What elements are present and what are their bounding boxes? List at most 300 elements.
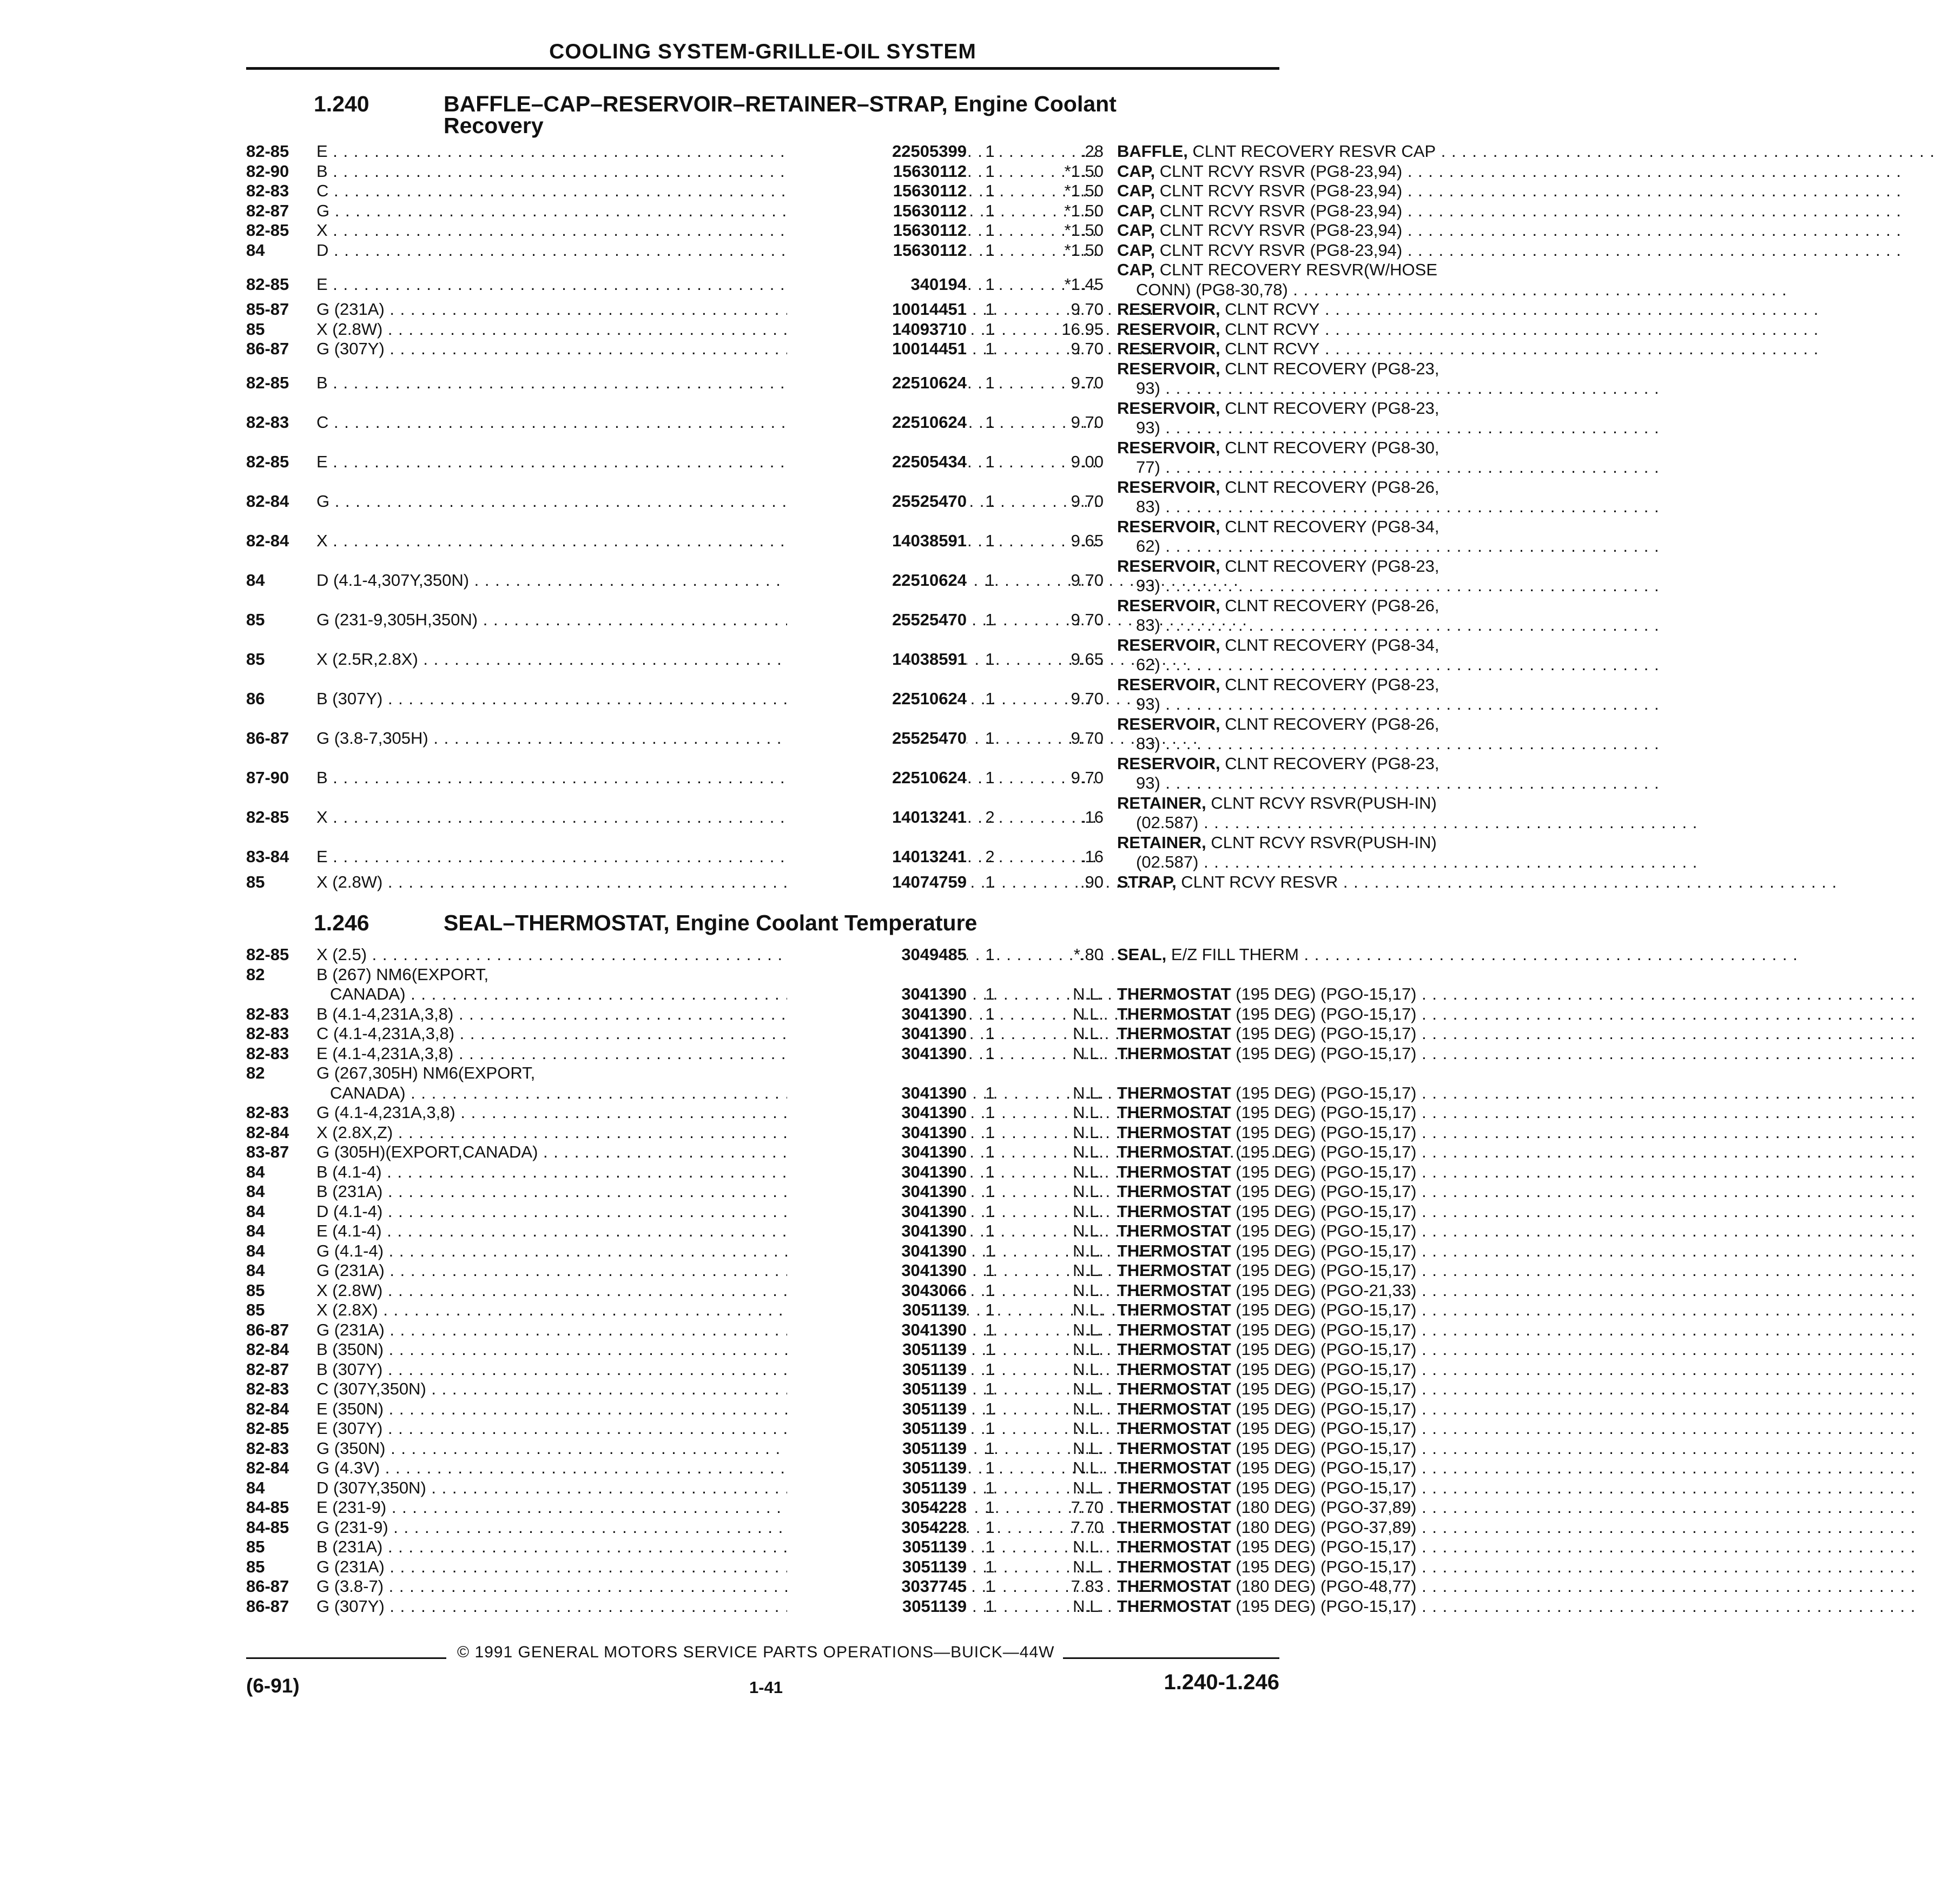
quantity: 2 [985,847,995,866]
model-years: 82-84 [246,1458,289,1477]
quantity: 1 [985,1320,995,1339]
description-text: CLNT RCVY RSVR (PG8-23,94) [1155,240,1403,260]
part-number: 3041390 [787,1261,967,1280]
price: *1.50 [1064,161,1104,181]
description-text: CLNT RCVY RSVR(PUSH-IN) [1206,832,1437,852]
quantity: 1 [985,1359,995,1379]
part-number: 10014451 [787,300,967,319]
quantity: 1 [985,1498,995,1517]
description-noun: RETAINER, [1117,793,1206,812]
description-text: CLNT RCVY RSVR(PUSH-IN) [1206,793,1437,812]
price: N.L. [1073,1103,1104,1122]
description-noun: THERMOSTAT [1117,1359,1231,1379]
description-noun: CAP, [1117,201,1155,220]
description-noun: RESERVOIR, [1117,398,1220,418]
price: 9.00 [1071,452,1104,471]
series-code: B (231A) . . . [316,1537,852,1557]
series-code: X (2.8W) . . . [316,1281,852,1300]
description [1117,339,1490,359]
price: 7.70 [1071,1498,1104,1517]
model-years: 82-90 [246,161,289,181]
part-number: 3041390 [787,1182,967,1201]
table-row [246,675,1439,715]
page-footer [246,1643,1279,1697]
description [1117,984,1490,1004]
price: 9.65 [1071,531,1104,550]
series-code: G (3.8-7) . . . [316,1577,852,1596]
part-number: 3051139 [787,1399,967,1419]
quantity: 1 [985,1142,995,1161]
description-noun: RESERVOIR, [1117,517,1220,536]
model-years: 82-85 [246,221,289,240]
description-noun: THERMOSTAT [1117,1596,1231,1616]
model-years: 82-84 [246,1122,289,1142]
description-text: (195 DEG) (PGO-15,17) [1231,1221,1417,1240]
description-continued: 93) . . . [1136,695,1490,714]
part-number: 3051139 [787,1300,967,1320]
model-years: 84 [246,1162,265,1181]
model-years: 85 [246,1280,265,1300]
series-code: G (231-9,305H,350N) . . . [316,610,852,630]
series-code: E (4.1-4,231A,3,8) . . . [316,1044,852,1063]
quantity: 1 [985,1537,995,1556]
model-years: 85 [246,650,265,669]
description [1117,1360,1490,1379]
description-noun: RESERVOIR, [1117,438,1220,457]
series-code: X (2.8W) . . . [316,320,852,339]
table-row [246,596,1439,636]
price: N.L. [1073,1300,1104,1319]
model-years: 82-83 [246,1379,289,1398]
description [1117,1221,1490,1241]
price: N.L. [1073,1201,1104,1221]
description-noun: RESERVOIR, [1117,359,1220,378]
description-continued: 93) . . . [1136,379,1490,398]
description [1117,1241,1490,1261]
description-text: (195 DEG) (PGO-15,17) [1231,1162,1417,1181]
series-code: G (305H)(EXPORT,CANADA) . . . [316,1142,852,1162]
series-code: X . . . [316,221,852,240]
price: N.L. [1073,1458,1104,1477]
series-code: B (267) NM6(EXPORT, [316,964,489,984]
description-text: (195 DEG) (PGO-15,17) [1231,1142,1417,1161]
table-row [246,1537,1417,1557]
section-name: SEAL–THERMOSTAT, Engine Coolant Temperature [444,910,978,935]
table-row [246,1221,1417,1241]
model-years: 84 [246,240,265,260]
description-noun: THERMOSTAT [1117,1379,1231,1398]
model-years: 82-87 [246,1359,289,1379]
description-continued: 83) . . . [1136,616,1490,635]
quantity: 1 [985,492,995,511]
model-years: 82-83 [246,1004,289,1023]
description-text: CLNT RCVY RSVR (PG8-23,94) [1155,201,1403,220]
model-years: 82-85 [246,274,289,294]
price: *.80 [1073,945,1104,964]
quantity: 1 [985,650,995,669]
series-code: G (231A) . . . [316,300,852,319]
description-noun: RESERVOIR, [1117,556,1220,576]
model-years: 82-83 [246,181,289,200]
series-code: E (4.1-4) . . . [316,1221,852,1241]
series-code: C (307Y,350N) . . . [316,1379,852,1399]
table-row [246,793,1437,833]
quantity: 1 [985,1182,995,1201]
description-text: (195 DEG) (PGO-15,17) [1231,1103,1417,1122]
description [1117,872,1490,892]
part-number: 3041390 [787,1320,967,1340]
price: .28 [1080,142,1104,161]
price: .90 [1080,872,1104,891]
series-code: B (307Y) . . . [316,689,852,709]
price: N.L. [1073,1557,1104,1576]
series-code: X (2.8X,Z) . . . [316,1123,852,1142]
description-noun: THERMOSTAT [1117,1399,1231,1418]
part-number: 3051139 [787,1379,967,1399]
part-number: 3041390 [787,1024,967,1043]
part-number: 14093710 [787,320,967,339]
price: N.L. [1073,1419,1104,1438]
price: 9.70 [1071,768,1104,787]
description-noun: RESERVOIR, [1117,714,1220,733]
series-code: X . . . [316,531,852,551]
series-code: X . . . [316,808,852,827]
part-number: 3041390 [787,1221,967,1241]
description-continued: 62) . . . [1136,537,1490,556]
price: .16 [1080,808,1104,827]
description-noun: CAP, [1117,260,1155,279]
price: N.L. [1073,1122,1104,1142]
description-noun: THERMOSTAT [1117,1280,1231,1300]
description-noun: RESERVOIR, [1117,675,1220,694]
part-number: 3041390 [787,1004,967,1024]
description [1117,1182,1490,1201]
description-noun: THERMOSTAT [1117,1162,1231,1181]
quantity: 1 [985,339,995,358]
quantity: 2 [985,808,995,827]
table-row [246,1399,1417,1419]
part-number: 3054228 [787,1518,967,1537]
description-text: (180 DEG) (PGO-37,89) [1231,1498,1417,1517]
quantity: 1 [985,984,995,1003]
description-continued: 83) . . . [1136,497,1490,517]
description-text: CLNT RECOVERY (PG8-23, [1220,398,1439,418]
description-noun: THERMOSTAT [1117,1182,1231,1201]
price: 9.70 [1071,413,1104,432]
series-code: E (231-9) . . . [316,1498,852,1517]
price: N.L. [1073,1004,1104,1023]
price: N.L. [1073,1537,1104,1556]
table-row [246,359,1439,399]
description-text: (195 DEG) (PGO-15,17) [1231,1458,1417,1477]
quantity: 1 [985,1024,995,1043]
part-number: 3041390 [787,1103,967,1122]
description [1117,359,1490,379]
description-text: CLNT RCVY [1220,300,1320,319]
model-years: 85-87 [246,300,289,319]
description-text: (195 DEG) (PGO-15,17) [1231,1300,1417,1319]
part-number: 3041390 [787,1202,967,1221]
part-number: 25525470 [787,492,967,511]
table-row [246,398,1439,438]
part-number: 14074759 [787,872,967,892]
description-noun: THERMOSTAT [1117,1557,1231,1576]
part-number: 3037745 [787,1577,967,1596]
part-number: 22510624 [787,413,967,432]
quantity: 1 [985,1122,995,1142]
description [1117,1557,1490,1577]
part-number: 22510624 [787,768,967,788]
quantity: 1 [985,240,995,260]
model-years: 86-87 [246,1320,289,1339]
price: N.L. [1073,1438,1104,1458]
description-text: CLNT RECOVERY (PG8-23, [1220,753,1439,773]
price: N.L. [1073,1162,1104,1181]
description-noun: RESERVOIR, [1117,477,1220,497]
description-noun: RESERVOIR, [1117,753,1220,773]
quantity: 1 [985,1557,995,1576]
quantity: 1 [985,1419,995,1438]
series-code: G (4.1-4) . . . [316,1241,852,1261]
model-years: 86-87 [246,729,289,748]
price: 9.70 [1071,492,1104,511]
quantity: 1 [985,1340,995,1359]
part-number: 10014451 [787,339,967,359]
description-text: (195 DEG) (PGO-15,17) [1231,1419,1417,1438]
part-number: 3051139 [787,1537,967,1557]
description-text: E/Z FILL THERM [1166,945,1299,964]
description [1117,1379,1490,1399]
series-code: G (231-9) . . . [316,1518,852,1537]
table-row [246,872,1338,892]
description-noun: RETAINER, [1117,832,1206,852]
price: 9.70 [1071,729,1104,748]
quantity: 1 [985,945,995,964]
model-years: 84 [246,1221,265,1240]
model-years: 85 [246,319,265,339]
part-number: 3041390 [787,1142,967,1162]
series-code: B (4.1-4,231A,3,8) . . . [316,1004,852,1024]
model-years: 82-85 [246,945,289,964]
series-code: G (231A) . . . [316,1557,852,1577]
description [1117,1458,1490,1478]
series-code: G . . . [316,201,852,221]
description [1117,260,1490,280]
description-continued: (02.587) . . . [1136,852,1490,872]
quantity: 1 [985,610,995,629]
quantity: 1 [985,1458,995,1477]
series-code: E (350N) . . . [316,1399,852,1419]
series-code: B . . . [316,373,852,393]
quantity: 1 [985,1043,995,1063]
quantity: 1 [985,1162,995,1181]
section-range: 1.240-1.246 [1164,1670,1279,1694]
description-continued: 83) . . . [1136,734,1490,753]
table-row [246,714,1439,754]
price: N.L. [1073,1083,1104,1102]
part-number: 15630112 [787,162,967,181]
description-text: (195 DEG) (PGO-15,17) [1231,1320,1417,1339]
description-noun: CAP, [1117,181,1155,200]
price: 9.70 [1071,571,1104,590]
description-continued: (02.587) . . . [1136,813,1490,832]
price: N.L. [1073,1043,1104,1063]
price: N.L. [1073,1261,1104,1280]
description-noun: THERMOSTAT [1117,1004,1231,1023]
quantity: 1 [985,872,995,891]
description [1117,1024,1490,1043]
price: 9.70 [1071,300,1104,319]
table-row [246,319,1320,340]
part-number: 22505399 [787,142,967,161]
table-row [246,142,1436,162]
quantity: 1 [985,1379,995,1398]
description-noun: THERMOSTAT [1117,1261,1231,1280]
footer-rule-left [246,1657,446,1659]
model-years: 82-87 [246,201,289,220]
table-row [246,1320,1417,1340]
price: N.L. [1073,1399,1104,1418]
description [1117,1281,1490,1300]
description-noun: THERMOSTAT [1117,1419,1231,1438]
description-continued: 93) . . . [1136,576,1490,596]
description-noun: THERMOSTAT [1117,1458,1231,1477]
description [1117,1202,1490,1221]
table-row [246,1359,1417,1380]
page-number: 1-41 [749,1678,783,1697]
quantity: 1 [985,142,995,161]
description-text: (195 DEG) (PGO-15,17) [1231,1024,1417,1043]
table-row [246,556,1439,596]
model-years: 82-85 [246,373,289,392]
table-row [246,1300,1417,1320]
model-years: 82-84 [246,1340,289,1359]
description-text: CLNT RCVY RSVR (PG8-23,94) [1155,181,1403,200]
series-code: D . . . [316,241,852,260]
description [1117,300,1490,319]
description [1117,715,1490,734]
quantity: 1 [985,1300,995,1319]
description-noun: THERMOSTAT [1117,1517,1231,1537]
model-years: 82-83 [246,413,289,432]
price: 9.70 [1071,373,1104,392]
series-code: X (2.8W) . . . [316,872,852,892]
quantity: 1 [985,201,995,220]
quantity: 1 [985,531,995,550]
description [1117,1044,1490,1063]
description [1117,399,1490,418]
description [1117,1320,1490,1340]
quantity: 1 [985,1438,995,1458]
description-continued: 62) . . . [1136,655,1490,675]
description [1117,478,1490,497]
description-text: CLNT RCVY [1220,319,1320,339]
description [1117,320,1490,339]
description [1117,794,1490,813]
series-code: E (307Y) . . . [316,1419,852,1438]
description-text: (195 DEG) (PGO-15,17) [1231,1241,1417,1260]
table-row [246,438,1439,478]
description-text: CLNT RCVY RSVR (PG8-23,94) [1155,221,1403,240]
table-row [246,1004,1417,1024]
series-code: G (3.8-7,305H) . . . [316,729,852,748]
description [1117,1261,1490,1280]
quantity: 1 [985,768,995,787]
part-number: 3051139 [787,1340,967,1359]
quantity: 1 [985,1083,995,1102]
part-number: 3051139 [787,1458,967,1478]
quantity: 1 [985,452,995,471]
series-code: G (4.1-4,231A,3,8) . . . [316,1103,852,1122]
model-years: 85 [246,872,265,891]
model-years: 82-85 [246,142,289,161]
description-text: (195 DEG) (PGO-15,17) [1231,984,1417,1003]
description [1117,1004,1490,1024]
price: N.L. [1073,984,1104,1003]
series-code: G . . . [316,492,852,511]
description-text: CLNT RECOVERY RESVR CAP [1187,142,1436,161]
price: N.L. [1073,1182,1104,1201]
description [1117,1419,1490,1438]
series-code: G (350N) . . . [316,1439,852,1458]
quantity: 1 [985,319,995,339]
price: N.L. [1073,1359,1104,1379]
description-noun: RESERVOIR, [1117,339,1220,358]
table-row [246,1478,1417,1498]
section-title-1246 [314,912,1201,934]
series-code: G (231A) . . . [316,1320,852,1340]
description-text: CLNT RECOVERY (PG8-23, [1220,675,1439,694]
part-number: 3041390 [787,1162,967,1182]
description [1117,1399,1490,1419]
description-noun: BAFFLE, [1117,142,1188,161]
series-code: B . . . [316,162,852,181]
series-code: C . . . [316,413,852,432]
quantity: 1 [985,300,995,319]
table-row [246,1438,1417,1459]
model-years: 84 [246,1261,265,1280]
part-number: 25525470 [787,610,967,630]
price: 7.70 [1071,1517,1104,1537]
description-text: (195 DEG) (PGO-15,17) [1231,1340,1417,1359]
description-text: (180 DEG) (PGO-48,77) [1231,1577,1417,1596]
description-noun: THERMOSTAT [1117,1340,1231,1359]
description [1117,833,1490,852]
price: 9.65 [1071,650,1104,669]
description-text: CLNT RCVY [1220,339,1320,358]
description-noun: THERMOSTAT [1117,1498,1231,1517]
copyright-text: © 1991 GENERAL MOTORS SERVICE PARTS OPERATIONS—BUICK—44W [457,1643,1055,1661]
table-row [246,339,1320,359]
quantity: 1 [985,181,995,200]
series-code: B (231A) . . . [316,1182,852,1201]
part-number: 22510624 [787,571,967,590]
description-noun: THERMOSTAT [1117,1024,1231,1043]
description [1117,1518,1490,1537]
description [1117,1300,1490,1320]
part-number: 15630112 [787,201,967,221]
price: *1.50 [1064,201,1104,220]
model-years: 82 [246,964,265,984]
model-years: 84 [246,1478,265,1497]
description-noun: THERMOSTAT [1117,1122,1231,1142]
description-text: (195 DEG) (PGO-15,17) [1231,1359,1417,1379]
description-noun: STRAP, [1117,872,1177,891]
series-code: D (4.1-4,307Y,350N) . . . [316,571,852,590]
description [1117,1103,1490,1122]
price: .16 [1080,847,1104,866]
part-number: 22505434 [787,452,967,472]
